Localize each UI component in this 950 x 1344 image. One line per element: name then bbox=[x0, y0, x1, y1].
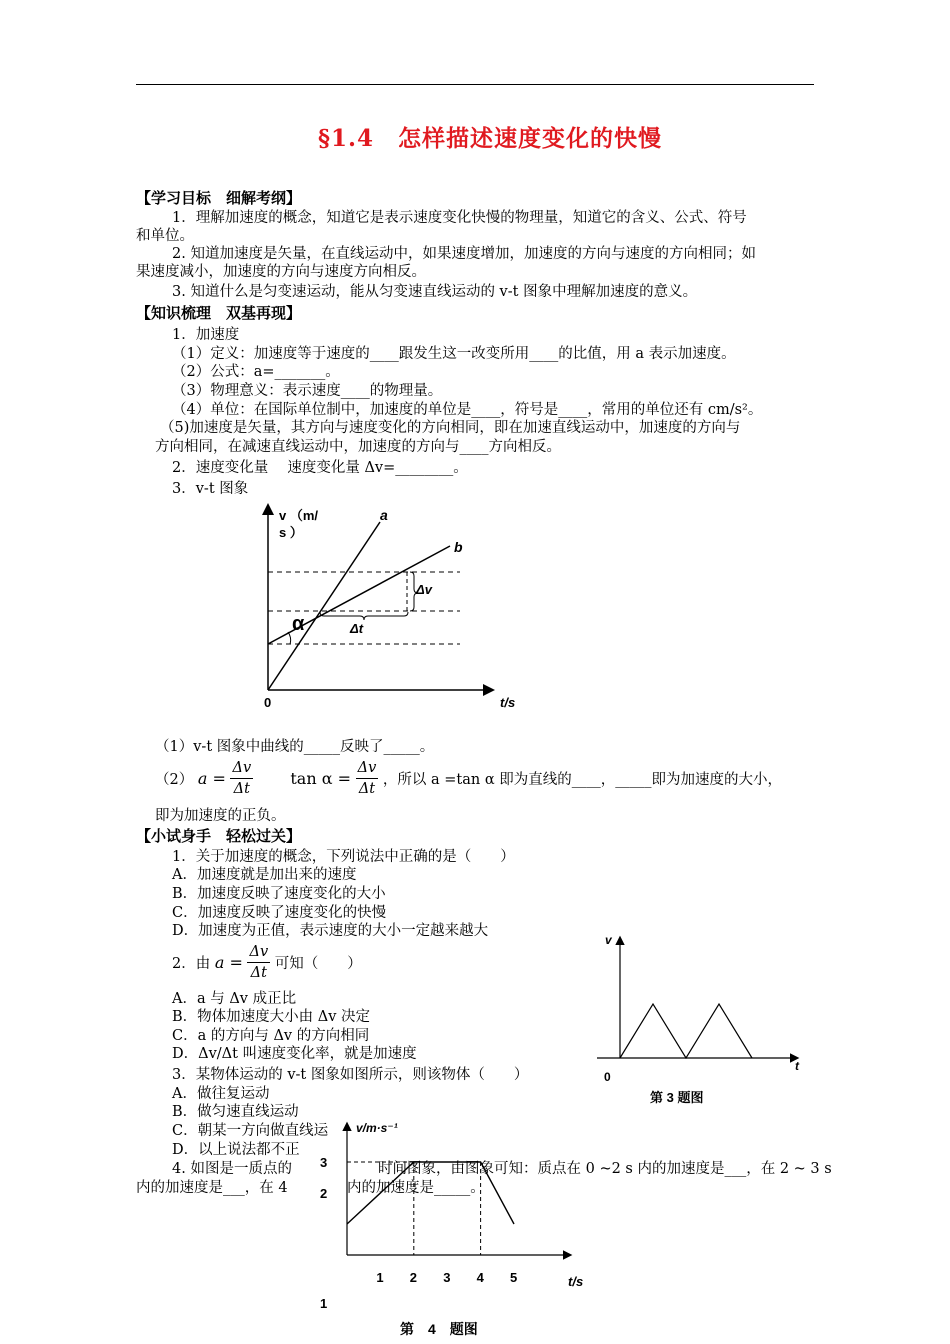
objective-line: 果速度减小，加速度的方向与速度方向相反。 bbox=[136, 264, 426, 280]
fraction-denominator: Δt bbox=[358, 781, 376, 797]
q3-option-a: A．做往复运动 bbox=[172, 1086, 270, 1102]
y-tick-label: 1 bbox=[320, 1296, 328, 1311]
q1-option-a: A．加速度就是加出来的速度 bbox=[172, 867, 357, 883]
q2-prefix: 2．由 bbox=[172, 956, 211, 972]
graph-question-line: 即为加速度的正负。 bbox=[155, 808, 286, 824]
x-tick-label: 4 bbox=[476, 1270, 484, 1285]
page-title: §1.4 怎样描述速度变化的快慢 bbox=[318, 125, 663, 152]
objective-line: 2. 知道加速度是矢量，在直线运动中，如果速度增加，加速度的方向与速度的方向相同；如 bbox=[172, 246, 756, 262]
section-heading-objectives: 【学习目标 细解考纲】 bbox=[136, 189, 302, 207]
question-1: 1．关于加速度的概念，下列说法中正确的是（ ） bbox=[172, 849, 515, 865]
q3-option-b: B．做匀速直线运动 bbox=[172, 1104, 299, 1120]
knowledge-line: （2）公式：a=_______。 bbox=[172, 364, 340, 380]
fraction-denominator: Δt bbox=[250, 965, 267, 981]
x-axis-label: t/s bbox=[568, 1274, 584, 1289]
question-4-part: 时间图象，由图象可知：质点在 0 ~2 s 内的加速度是___，在 2 ~ 3 s bbox=[378, 1161, 832, 1177]
question-3: 3．某物体运动的 v-t 图象如图所示，则该物体（ ） bbox=[172, 1067, 529, 1083]
y-tick-label: 2 bbox=[320, 1186, 328, 1201]
x-tick-label: 5 bbox=[510, 1270, 518, 1285]
formula-prefix: （2） bbox=[155, 772, 194, 788]
q2-option-d: D．Δv/Δt 叫速度变化率，就是加速度 bbox=[172, 1046, 417, 1062]
fraction-numerator: Δv bbox=[356, 758, 379, 779]
section-heading-knowledge: 【知识梳理 双基再现】 bbox=[136, 304, 302, 322]
question-2 bbox=[172, 942, 362, 988]
y-axis-label: v （m/ bbox=[279, 508, 319, 523]
x-axis-label: t bbox=[795, 1059, 799, 1073]
x-tick-label: 1 bbox=[376, 1270, 384, 1285]
formula-tan-lhs: tan α = bbox=[290, 769, 352, 788]
knowledge-line: （4）单位：在国际单位制中，加速度的单位是____，符号是____，常用的单位还有 cm/s²。 bbox=[172, 402, 763, 418]
knowledge-line: 3．v-t 图象 bbox=[172, 481, 249, 497]
q3-option-d: D．以上说法都不正 bbox=[172, 1142, 300, 1158]
fraction bbox=[230, 758, 253, 799]
graph-question-line: （1）v-t 图象中曲线的_____反映了_____。 bbox=[155, 739, 435, 755]
header-rule bbox=[136, 84, 814, 85]
line-a-label: a bbox=[380, 507, 388, 523]
delta-t-label: Δt bbox=[350, 621, 364, 636]
knowledge-line: 方向相同，在减速直线运动中，加速度的方向与____方向相反。 bbox=[155, 439, 561, 455]
fraction bbox=[247, 942, 270, 983]
objective-line: 3. 知道什么是匀变速运动，能从匀变速直线运动的 v-t 图象中理解加速度的意义。 bbox=[172, 284, 698, 300]
q2-suffix: 可知（ ） bbox=[274, 956, 362, 972]
q2-option-c: C．a 的方向与 Δv 的方向相同 bbox=[172, 1028, 370, 1044]
question-4-part: 内的加速度是_____。 bbox=[347, 1180, 485, 1196]
origin-label: 0 bbox=[264, 695, 272, 710]
y-axis-label: v bbox=[605, 933, 612, 947]
y-tick-label: 3 bbox=[320, 1155, 328, 1170]
formula-a-lhs: a = bbox=[197, 769, 226, 788]
knowledge-line: （3）物理意义：表示速度____的物理量。 bbox=[172, 383, 443, 399]
origin-label: 0 bbox=[604, 1070, 611, 1084]
fraction bbox=[356, 758, 379, 799]
q1-option-d: D．加速度为正值，表示速度的大小一定越来越大 bbox=[172, 923, 489, 939]
x-tick-label: 2 bbox=[409, 1270, 418, 1285]
q3-option-c: C．朝某一方向做直线运 bbox=[172, 1123, 329, 1139]
section-heading-practice: 【小试身手 轻松过关】 bbox=[136, 827, 302, 845]
q2-option-a: A．a 与 Δv 成正比 bbox=[172, 991, 297, 1007]
fraction-numerator: Δv bbox=[230, 758, 253, 779]
y-axis-label: v/m·s⁻¹ bbox=[356, 1121, 398, 1135]
objective-line: 和单位。 bbox=[136, 228, 194, 244]
q3-graph bbox=[592, 928, 832, 1108]
q2-option-b: B．物体加速度大小由 Δv 决定 bbox=[172, 1009, 371, 1025]
delta-v-label: Δv bbox=[416, 582, 432, 597]
formula-line bbox=[155, 758, 782, 804]
knowledge-line: 1．加速度 bbox=[172, 327, 240, 343]
fraction-denominator: Δt bbox=[233, 781, 250, 797]
formula-rest: ，所以 a =tan α 即为直线的____，_____即为加速度的大小， bbox=[382, 772, 783, 788]
question-4-part: 内的加速度是___，在 4 bbox=[136, 1180, 288, 1196]
x-axis-label: t/s bbox=[500, 695, 516, 710]
q1-option-b: B．加速度反映了速度变化的大小 bbox=[172, 886, 386, 902]
q1-option-c: C．加速度反映了速度变化的快慢 bbox=[172, 905, 387, 921]
fraction-numerator: Δv bbox=[247, 942, 270, 963]
q2-formula-lhs: a = bbox=[214, 953, 243, 972]
knowledge-line: 2．速度变化量 速度变化量 Δv=________。 bbox=[172, 460, 468, 476]
q4-graph bbox=[312, 1112, 602, 1344]
x-tick-label: 3 bbox=[443, 1270, 451, 1285]
knowledge-line: （5)加速度是矢量，其方向与速度变化的方向相同，即在加速直线运动中，加速度的方向与 bbox=[160, 420, 741, 436]
line-b-label: b bbox=[454, 539, 463, 555]
figure-caption: 第 4 题图 bbox=[400, 1321, 478, 1337]
question-4-part: 4. 如图是一质点的 bbox=[172, 1161, 292, 1177]
line-a bbox=[268, 522, 380, 690]
figure-caption: 第 3 题图 bbox=[650, 1090, 704, 1105]
y-axis-label: s ） bbox=[279, 525, 303, 540]
objective-line: 1．理解加速度的概念，知道它是表示速度变化快慢的物理量，知道它的含义、公式、符号 bbox=[172, 210, 747, 226]
vt-concept-graph bbox=[240, 500, 540, 720]
alpha-label: α bbox=[292, 613, 305, 635]
delta-t-brace bbox=[320, 612, 408, 620]
knowledge-line: （1）定义：加速度等于速度的____跟发生这一改变所用____的比值，用 a 表示加速度。 bbox=[172, 346, 736, 362]
